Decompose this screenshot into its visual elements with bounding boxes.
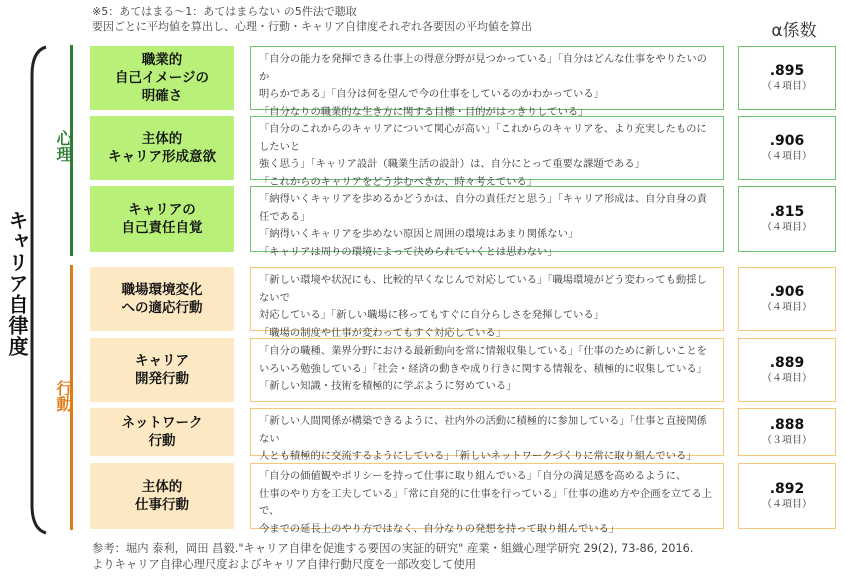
psychology-group-label: 心理 (54, 130, 73, 162)
item-count: （４項目） (762, 499, 812, 510)
bracket-icon (26, 45, 48, 535)
item-count: （４項目） (762, 222, 812, 233)
alpha-value: .906 (769, 133, 805, 149)
factor-description: 「納得いくキャリアを歩めるかどうかは、自分の責任だと思う」「キャリア形成は、自分自身の責任である」 「納得いくキャリアを歩めない原因と周囲の環境はあまり関係ない」 「キャリアは周りの環境によって決められていくとは思わない」 (250, 186, 724, 252)
factor-description: 「自分の価値観やポリシーを持って仕事に取り組んでいる」「自分の満足感を高めるように、 仕事のやり方を工夫している」「常に自発的に仕事を行っている」「仕事の進め方や企画を立てる上で、 今までの延長上のやり方ではなく、自分なりの発想を持って取り組んでいる」 (250, 463, 724, 529)
alpha-value: .906 (769, 284, 805, 300)
factor-name: 主体的 キャリア形成意欲 (90, 116, 234, 180)
alpha-score-box (738, 463, 836, 529)
factor-description: 「新しい環境や状況にも、比較的早くなじんで対応している」「職場環境がどう変わっても動揺しないで 対応している」「新しい職場に移ってもすぐに自分らしさを発揮している」 「職場の制度や仕事が変わってもすぐ対応している」 (250, 267, 724, 331)
factor-name: 主体的 仕事行動 (90, 463, 234, 529)
factor-description: 「自分のこれからのキャリアについて関心が高い」「これからのキャリアを、より充実したものにしたいと 強く思う」「キャリア設計（職業生活の設計）は、自分にとって重要な課題である」 「これからのキャリアをどう歩むべきか、時々考えている」 (250, 116, 724, 180)
calculation-note: 要因ごとに平均値を算出し、心理・行動・キャリア自律度それぞれ各要因の平均値を算出 (92, 20, 532, 33)
factor-description: 「新しい人間関係が構築できるように、社内外の活動に積極的に参加している」「仕事と直接関係ない 人とも積極的に交流するようにしている」「新しいネットワークづくりに常に取り組んでいる」 (250, 408, 724, 456)
factor-description: 「自分の職種、業界分野における最新動向を常に情報収集している」「仕事のために新しいことを いろいろ勉強している」「社会・経済の動きや成り行きに関する情報を、積極的に収集している」 「新しい知識・技術を積極的に学ぶように努めている」 (250, 338, 724, 402)
alpha-score-box (738, 338, 836, 402)
alpha-value: .888 (769, 417, 805, 433)
alpha-score-box (738, 408, 836, 456)
scale-note: ※5：あてはまる～1：あてはまらない の5件法で聴取 (92, 5, 357, 18)
factor-description: 「自分の能力を発揮できる仕事上の得意分野が見つかっている」「自分はどんな仕事をやりたいのか 明らかである」「自分は何を望んで今の仕事をしているのかわかっている」 「自分なりの職業的な生き方に関する目標・目的がはっきりしている」 (250, 46, 724, 110)
item-count: （４項目） (762, 302, 812, 313)
reference-citation: 参考：堀内 泰利，岡田 昌毅."キャリア自律を促進する要因の実証的研究" 産業・組織心理学研究 29(2), 73-86, 2016. (92, 542, 694, 555)
alpha-score-box (738, 116, 836, 180)
alpha-score-box (738, 267, 836, 331)
behavior-group-label: 行動 (54, 380, 73, 412)
factor-name: 職場環境変化 への適応行動 (90, 267, 234, 331)
alpha-value: .892 (769, 481, 805, 497)
career-autonomy-label: キャリア自律度 (5, 210, 29, 357)
alpha-header: α係数 (771, 21, 817, 41)
item-count: （３項目） (762, 435, 812, 446)
factor-name: 職業的 自己イメージの 明確さ (90, 46, 234, 110)
alpha-score-box (738, 186, 836, 252)
factor-name: キャリア 開発行動 (90, 338, 234, 402)
item-count: （４項目） (762, 81, 812, 92)
item-count: （４項目） (762, 373, 812, 384)
alpha-score-box (738, 46, 836, 110)
factor-name: キャリアの 自己責任自覚 (90, 186, 234, 252)
alpha-value: .889 (769, 355, 805, 371)
reference-note: よりキャリア自律心理尺度およびキャリア自律行動尺度を一部改変して使用 (92, 558, 477, 571)
alpha-value: .895 (769, 63, 805, 79)
item-count: （４項目） (762, 151, 812, 162)
alpha-value: .815 (769, 204, 805, 220)
factor-name: ネットワーク 行動 (90, 408, 234, 456)
